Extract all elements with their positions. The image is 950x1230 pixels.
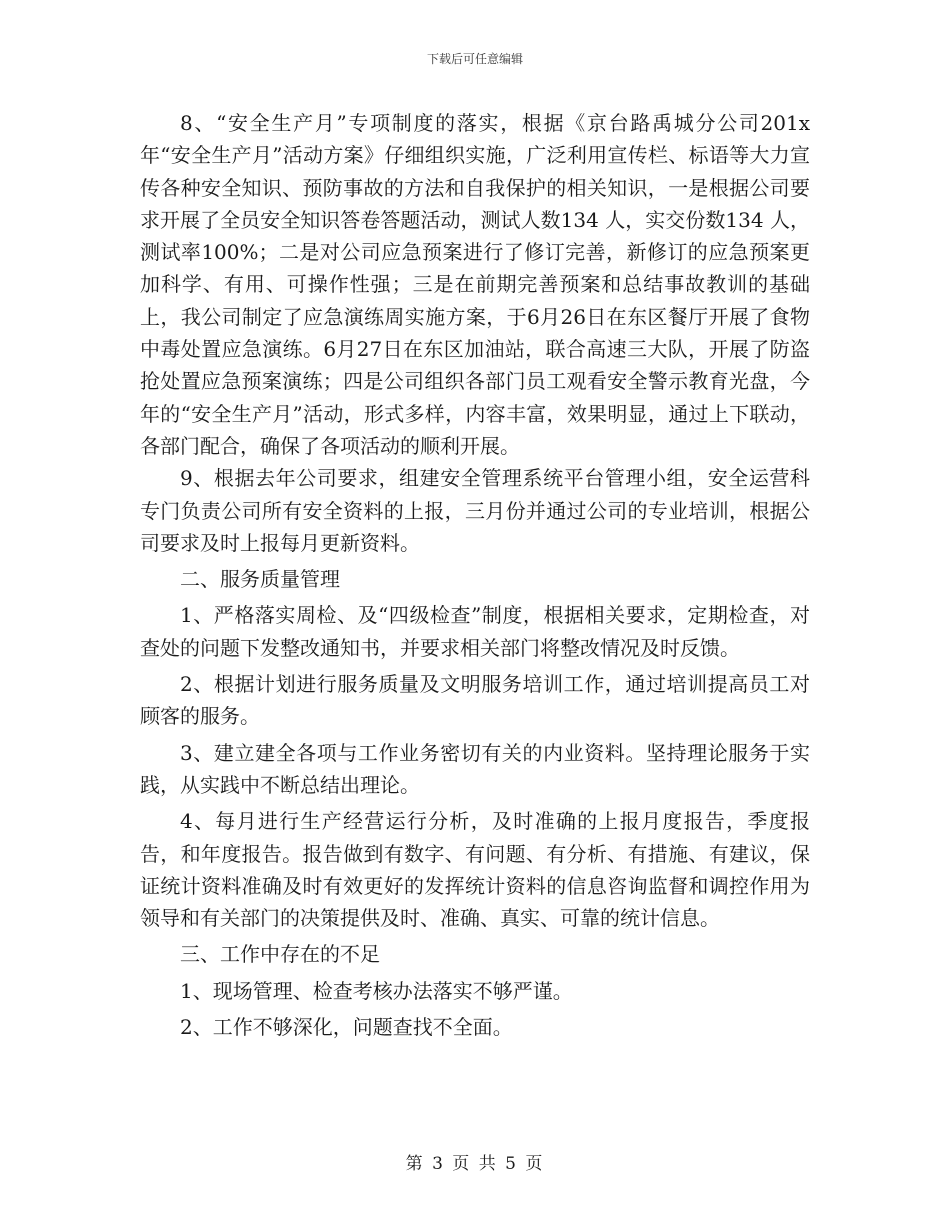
paragraph-safety-platform: 9、根据去年公司要求，组建安全管理系统平台管理小组，安全运营科专门负责公司所有安全资料的上报，三月份并通过公司的专业培训，根据公司要求及时上报每月更新资料。	[140, 466, 810, 555]
page-number-footer: 第 3 页 共 5 页	[405, 1154, 545, 1174]
paragraph-shortcoming-1: 1、现场管理、检查考核办法落实不够严谨。	[180, 978, 573, 1003]
section-heading-service-quality: 二、服务质量管理	[180, 567, 340, 592]
document-body	[140, 105, 810, 1043]
paragraph-monthly-analysis: 4、每月进行生产经营运行分析，及时准确的上报月度报告，季度报告，和年度报告。报告做到有数字、有问题、有分析、有措施、有建议，保证统计资料准确及时有效更好的发挥统计资料的信息咨询监督和调控作用为领导和有关部门的决策提供及时、准确、真实、可靠的统计信息。	[140, 809, 810, 931]
paragraph-internal-records: 3、建立建全各项与工作业务密切有关的内业资料。坚持理论服务于实践，从实践中不断总结出理论。	[140, 740, 810, 797]
section-heading-shortcomings: 三、工作中存在的不足	[180, 942, 380, 967]
paragraph-safety-month: 8、“安全生产月”专项制度的落实，根据《京台路禹城分公司201x 年“安全生产月”活动方案》仔细组织实施，广泛利用宣传栏、标语等大力宣传各种安全知识、预防事故的方法和自我保护的相关知识，一是根据公司要求开展了全员安全知识答卷答题活动，测试人数134 人，实交份数134 人，测试率100%；二是对公司应急预案进行了修订完善，新修订的应急预案更加科学、有用、可操作性强；三是在前期完善预案和总结事故教训的基础上，我公司制定了应急演练周实施方案，于6月26日在东区餐厅开展了食物中毒处置应急演练。6月27日在东区加油站，联合高速三大队，开展了防盗抢处置应急预案演练；四是公司组织各部门员工观看安全警示教育光盘，今年的“安全生产月”活动，形式多样，内容丰富，效果明显，通过上下联动，各部门配合，确保了各项活动的顺利开展。	[140, 111, 810, 458]
paragraph-shortcoming-2: 2、工作不够深化，问题查找不全面。	[180, 1015, 513, 1040]
page-header: 下载后可任意编辑	[426, 52, 523, 66]
paragraph-service-training: 2、根据计划进行服务质量及文明服务培训工作，通过培训提高员工对顾客的服务。	[140, 672, 810, 729]
paragraph-inspection-system: 1、严格落实周检、及“四级检查”制度，根据相关要求，定期检查，对查处的问题下发整改通知书，并要求相关部门将整改情况及时反馈。	[140, 603, 810, 660]
